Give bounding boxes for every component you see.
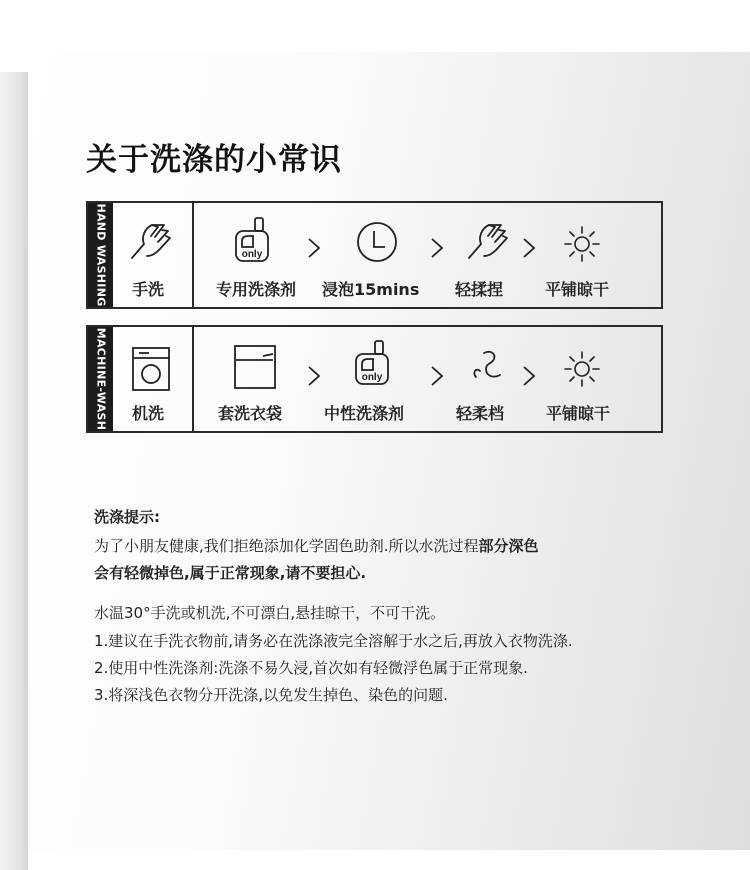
detergent-bottle-icon (233, 216, 271, 264)
step-label: 平铺晾干 (546, 404, 611, 423)
machine-wash-band (88, 327, 113, 431)
laundry-bag-icon (233, 344, 277, 390)
chevron-right-icon (522, 365, 536, 391)
hand-icon (128, 222, 172, 260)
step-label: 平铺晾干 (545, 280, 610, 299)
chevron-right-icon (307, 237, 321, 263)
hand-washing-band (88, 203, 113, 307)
clock-icon (356, 221, 398, 263)
machine-wash-label: 机洗 (132, 404, 165, 423)
notes-line-3: 3.将深浅色衣物分开洗涤,以免发生掉色、染色的问题. (94, 686, 448, 704)
step-label: 中性洗涤剂 (324, 404, 405, 423)
chevron-right-icon (430, 365, 444, 391)
notes-p1-text: 为了小朋友健康,我们拒绝添加化学固色助剂.所以水洗过程 (94, 537, 479, 555)
sun-icon (563, 225, 601, 263)
sun-icon (563, 350, 601, 388)
machine-wash-band-label: MACHINE-WASH (94, 327, 107, 431)
washing-machine-icon (131, 346, 171, 392)
hand-icon (465, 222, 509, 260)
step-label: 轻柔档 (456, 404, 505, 423)
notes-line-2: 2.使用中性洗涤剂:洗涤不易久浸,首次如有轻微浮色属于正常现象. (94, 659, 528, 677)
detergent-bottle-icon (353, 339, 391, 387)
machine-wash-panel (86, 325, 663, 433)
chevron-right-icon (522, 237, 536, 263)
only-label: only (361, 372, 383, 383)
page-title: 关于洗涤的小常识 (86, 142, 342, 178)
notes-paragraph-1 (94, 535, 539, 556)
hand-wash-label: 手洗 (132, 280, 165, 299)
only-label: only (241, 249, 263, 260)
step-label: 浸泡15mins (322, 280, 420, 299)
chevron-right-icon (307, 365, 321, 391)
step-label: 套洗衣袋 (218, 404, 283, 423)
step-label: 轻揉捏 (455, 280, 504, 299)
page-edge-strip (0, 72, 28, 870)
notes-line-temperature: 水温30°手洗或机洗,不可漂白,悬挂晾干，不可干洗。 (94, 604, 446, 622)
notes-p1-bold: 部分深色 (478, 537, 539, 555)
notes-line-1: 1.建议在手洗衣物前,请务必在洗涤液完全溶解于水之后,再放入衣物洗涤. (94, 632, 573, 650)
hand-panel-divider (192, 203, 194, 307)
hand-washing-panel (86, 201, 663, 309)
notes-heading: 洗涤提示: (94, 508, 160, 526)
machine-panel-divider (192, 327, 194, 431)
step-label: 专用洗涤剂 (216, 280, 297, 299)
notes-paragraph-1-cont: 会有轻微掉色,属于正常现象,请不要担心. (94, 564, 367, 582)
hand-washing-band-label: HAND WASHING (94, 203, 107, 307)
chevron-right-icon (430, 237, 444, 263)
gentle-cycle-icon (466, 349, 506, 387)
